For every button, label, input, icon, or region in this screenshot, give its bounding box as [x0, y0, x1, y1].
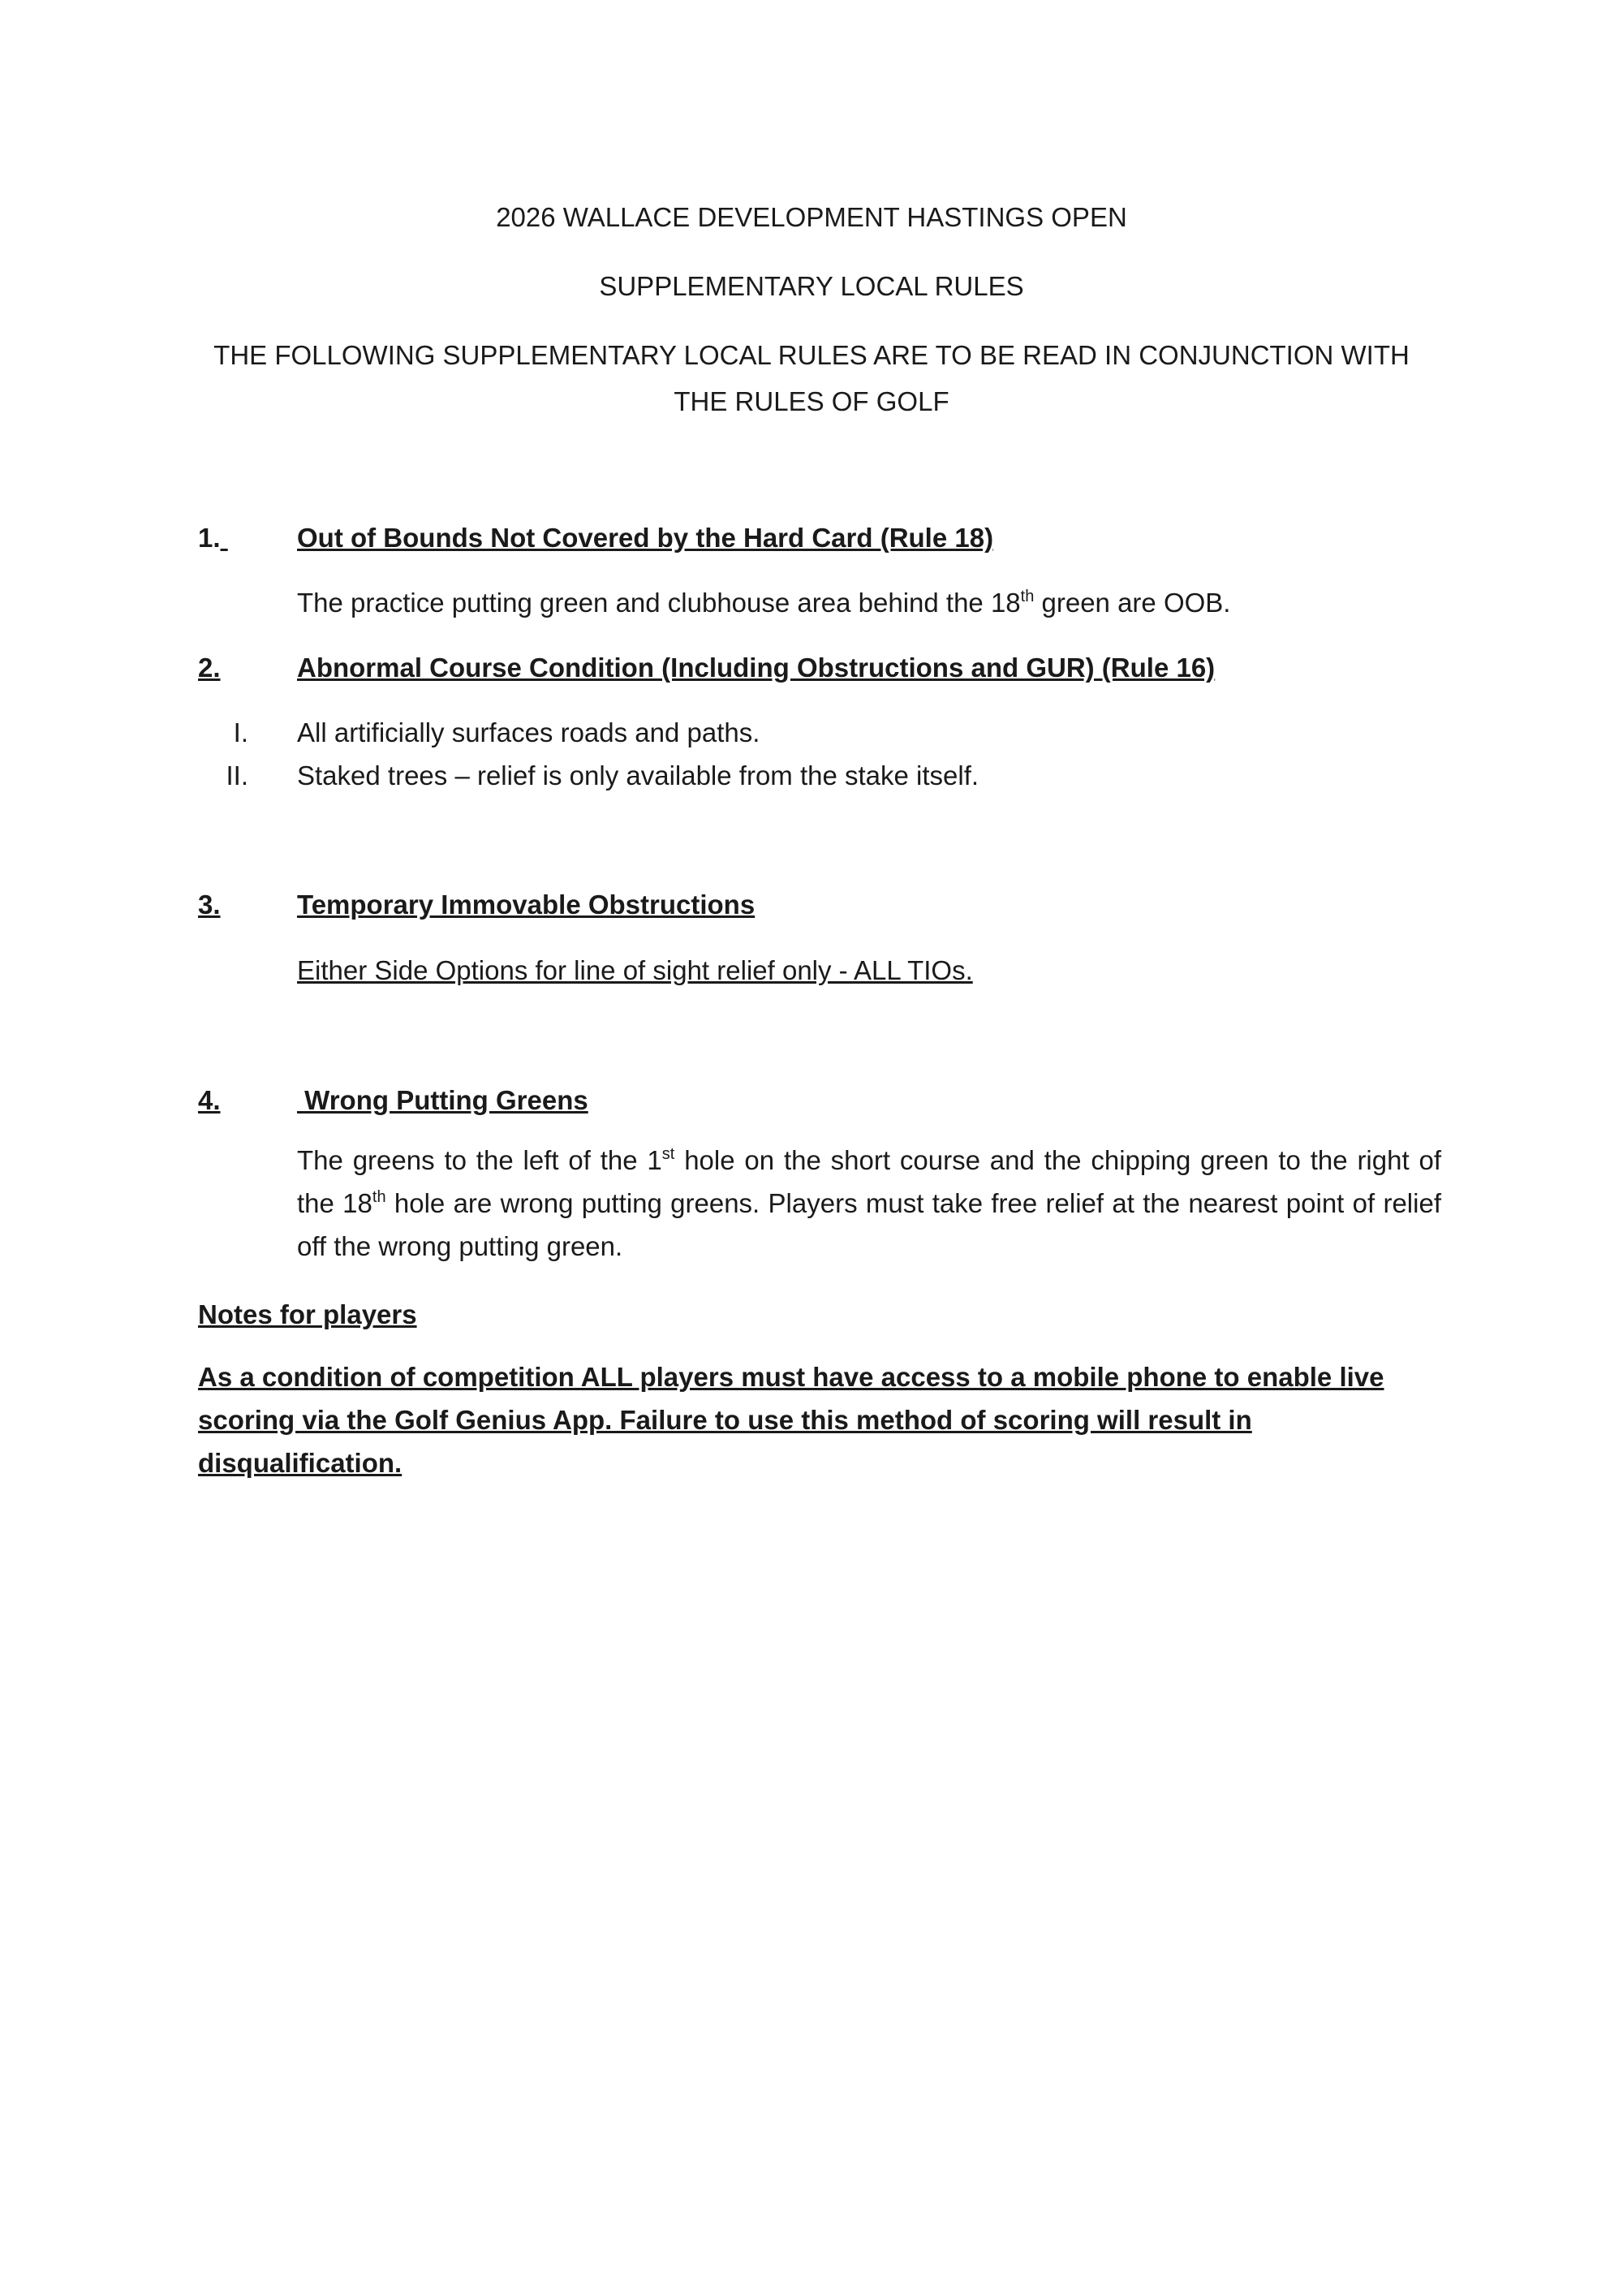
document-title: 2026 WALLACE DEVELOPMENT HASTINGS OPEN	[496, 202, 1127, 232]
rule-4-number: 4.	[198, 1085, 221, 1115]
rule-2-heading: Abnormal Course Condition (Including Obstructions and GUR) (Rule 16)	[297, 653, 1216, 683]
rule-3-heading: Temporary Immovable Obstructions	[297, 890, 756, 920]
notes-heading: Notes for players	[198, 1299, 417, 1329]
rule-2-item-2-marker: II.	[226, 760, 248, 790]
rule-3-number: 3.	[198, 890, 221, 920]
document-subtitle: SUPPLEMENTARY LOCAL RULES	[599, 271, 1024, 301]
rule-2-item-1-text: All artificially surfaces roads and paths.	[297, 717, 760, 747]
rule-1-number: 1.	[198, 523, 221, 553]
rule-1-text: The practice putting green and clubhouse area behind the 18th green are OOB.	[297, 588, 1231, 618]
intro-line-2: THE RULES OF GOLF	[674, 386, 949, 416]
rule-4-heading: Wrong Putting Greens	[297, 1085, 588, 1115]
rule-2-item-1-marker: I.	[233, 717, 248, 747]
rule-4-paragraph: The greens to the left of the 1st hole on the short course and the chipping green to the right of the 18th hole are wrong putting greens. Players must take free relief at the nearest point of relief off the wrong putting green.	[297, 1145, 1441, 1261]
intro-line-1: THE FOLLOWING SUPPLEMENTARY LOCAL RULES ARE TO BE READ IN CONJUNCTION WITH	[213, 340, 1410, 370]
rule-2-item-2-text: Staked trees – relief is only available from the stake itself.	[297, 760, 979, 790]
rule-1-heading: Out of Bounds Not Covered by the Hard Card (Rule 18)	[297, 523, 994, 553]
rule-2-number: 2.	[198, 653, 221, 683]
rule-3-text: Either Side Options for line of sight relief only - ALL TIOs.	[297, 955, 973, 985]
notes-text: As a condition of competition ALL players must have access to a mobile phone to enable live scoring via the Golf Genius App. Failure to use this method of scoring will result in disqualification.	[198, 1362, 1384, 1478]
